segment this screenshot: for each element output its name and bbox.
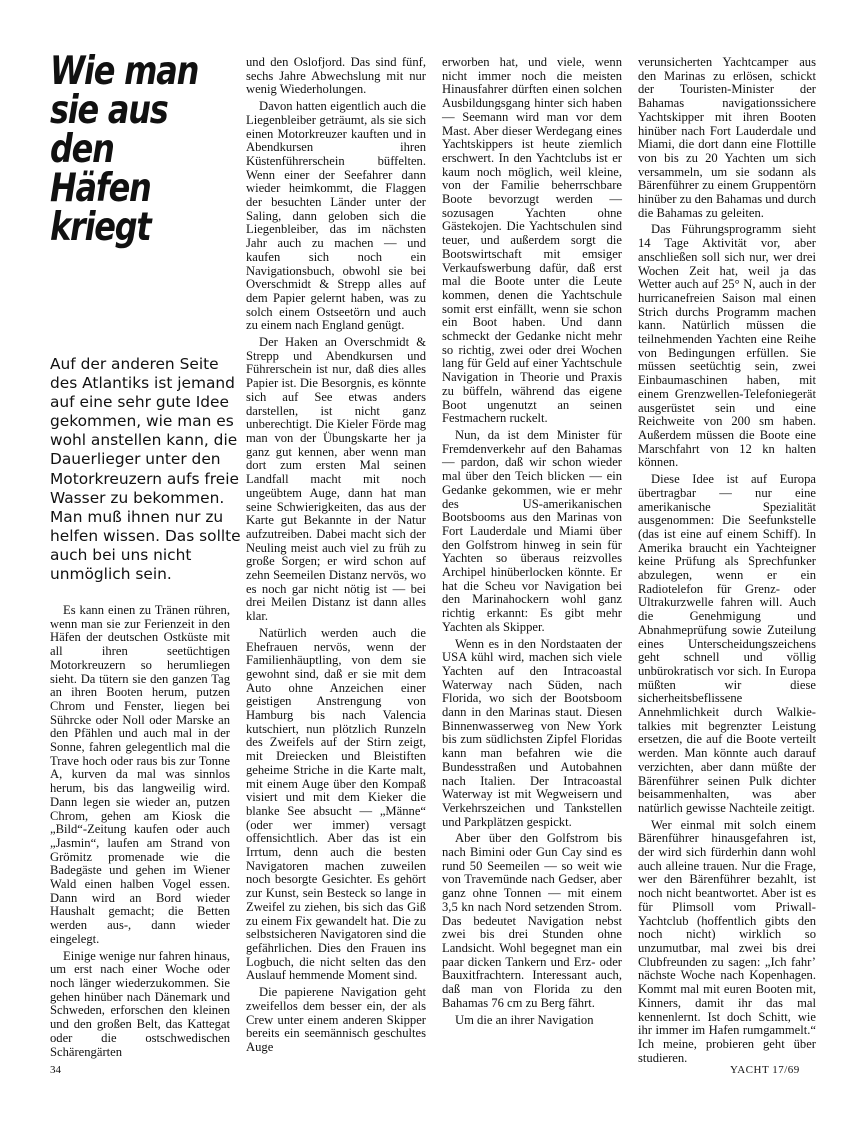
article-paragraph: Davon hatten eigentlich auch die Liegenbleiber geträumt, als sie sich einen Motorkreuzer kauften und in Abendkursen ihren Küstenführerschein büffelten. Wenn einer der Seefahrer dann wieder heimkommt, die Flaggen der besuchten Länder unter der Saling, dann geloben sich die Liegenbleiber, das im nächsten Jahr auch zu machen — und kaufen sich noch ein Navigationsbuch, obwohl sie bei Overschmidt & Strepp alles auf dem Papier gelernt haben, was zu solch einem Ostseetörn und auch zu einem nach England genügt. — [246, 99, 426, 333]
article-column-3 — [442, 56, 622, 1130]
article-paragraph: Nun, da ist dem Minister für Fremdenverkehr auf den Bahamas — pardon, daß wir schon wieder mal über den Teich blicken — ein Gedanke gekommen, wie er mehr des US-amerikanischen Bootsbooms aus den Marinas von Fort Lauderdale und Miami über den Golfstrom hinweg in sein für Yachten so überaus reizvolles Archipel hinüberlocken könnte. Er hat die Scheu vor Navigation bei den Marinahockern wohl ganz richtig erkannt: Es gibt mehr Yachten als Skipper. — [442, 427, 622, 634]
article-paragraph: erworben hat, und viele, wenn nicht immer noch die meisten Hinausfahrer dürften einen solchen Ausbildungsgang hinter sich haben — Seemann wird man vor dem Mast. Aber dieser Werdegang eines Yachtskippers ist heute ziemlich erschwert. In den Yachtclubs ist er kaum noch möglich, weil kleine, von der Familie beherrschbare Boote bevorzugt werden — sozusagen Yachten ohne Gästekojen. Die Yachtschulen sind teuer, und außerdem sorgt die Bootswirtschaft mit emsiger Verkaufswerbung dafür, daß erst mal die Boote unter die Leute kommen, denen die Yachtschule somit erst einfällt, wenn sie schon ein Boot haben. Und dann schmeckt der Gedanke nicht mehr so richtig, zwei oder drei Wochen lang für Geld auf einer Yachtschule Navigation in Theorie und Praxis zu büffeln, während das eigene Boot ungenutzt an seinen Festmachern ruckelt. — [442, 55, 622, 426]
intro-paragraph: Auf der anderen Seite des Atlantiks ist jemand auf eine sehr gute Idee gekommen, wie man es wohl anstellen kann, die Dauerlieger unter den Motorkreuzern aufs freie Wasser zu bekommen. Man muß ihnen nur zu helfen wissen. Das sollte auch bei uns nicht unmöglich sein. — [50, 355, 241, 584]
article-paragraph: verunsicherten Yachtcamper aus den Marinas zu erlösen, schickt der Touristen-Minister der Bahamas navigationssichere Yachtskipper mit ihren Booten hinüber nach Fort Lauderdale und Miami, die dort dann eine Flottille von bis zu 20 Yachten um sich versammeln, um sie sodann als Bärenführer zu einem Gruppentörn hinüber zu den Bahamas und durch die Bahamas zu geleiten. — [638, 55, 817, 220]
article-paragraph: Wenn es in den Nordstaaten der USA kühl wird, machen sich viele Yachten auf den Intracoastal Waterway nach Süden, nach Florida, wo sich der Bootsboom dann in den Marinas staut. Diesen Binnenwasserweg von New York bis zum südlichsten Zipfel Floridas kann man befahren wie die Bundesstraßen und Autobahnen nach Italien. Der Intracoastal Waterway ist mit Wegweisern und Verkehrszeichen und Tankstellen und Parkplätzen gespickt. — [442, 636, 622, 829]
article-column-1 — [50, 604, 230, 1130]
article-paragraph: Die papierene Navigation geht zweifellos dem besser ein, der als Crew unter einem anderen Skipper bereits ein seemännisch geschultes Auge — [246, 985, 426, 1054]
article-paragraph: Aber über den Golfstrom bis nach Bimini oder Gun Cay sind es rund 50 Seemeilen — so weit wie von Travemünde nach Gedser, aber ganz ohne Tonnen — mit einem 3,5 kn nach Nord setzenden Strom. Das bedeutet Navigation nebst zwei bis drei Stunden ohne Landsicht. Wohl begegnet man ein paar dicken Tankern und Erz- oder Bauxitfrachtern. Interessant auch, daß man von Florida zu den Bahamas 76 cm zu Berg fährt. — [442, 831, 622, 1010]
article-column-2 — [246, 56, 426, 1130]
article-paragraph: Natürlich werden auch die Ehefrauen nervös, wenn der Familienhäuptling, von dem sie gewohnt sind, daß er sie mit dem Auto ohne Anzeichen einer geistigen Anstrengung von Hamburg bis nach Valencia kutschiert, nun plötzlich Runzeln des Zweifels auf der Stirn zeigt, mit Dreiecken und Bleistiften geheime Striche in die Karte malt, mit einem Auge über den Kompaß visiert und mit dem Kieker die blanke See absucht — „Männe“ (oder wer immer) versagt offensichtlich. Aber das ist ein Irrtum, denn auch die besten Navigatoren machen zuweilen noch besorgte Gesichter. Es gehört zur Kunst, sein Besteck so lange in Zweifel zu ziehen, bis sich das Giß zu einem Fix gewandelt hat. Die zu selbstsicheren Navigatoren sind die gefährlichen. Dies den Frauen ins Logbuch, die nicht selten das den Auslauf hemmende Moment sind. — [246, 625, 426, 983]
article-paragraph: Diese Idee ist auf Europa übertragbar — nur eine amerikanische Spezialität ausgenommen: Die Seefunkstelle (das ist eine auf einem Schiff). In Amerika braucht ein Yachteigner keine Prüfung als Sprechfunker abzulegen, wenn er ein Radiotelefon für Grenz- oder Ultrakurzwelle fahren will. Auch die Genehmigung und Abnahmeprüfung sowie Zuteilung eines Unterscheidungszeichens geht schnell und völlig unbürokratisch vor sich. In Europa müßten wir diese sicherheitsbeflissene Annehmlichkeit durch Walkie-talkies mit begrenzter Leistung ersetzen, die auf die Boote verteilt werden. Man könnte auch darauf verzichten, aber dann müßte der Bärenführer seinen Pulk dichter beisammenhalten, was aber natürlich gewisse Nachteile zeitigt. — [638, 472, 816, 815]
article-column-4 — [638, 56, 816, 1130]
article-paragraph: Das Führungsprogramm sieht 14 Tage Aktivität vor, aber anschließen soll sich nur, wer drei Wochen Zeit hat, weil ja das Wetter auch auf 25° N, auch in der hurricanefreien Saison mal einen Strich durchs Programm machen kann. Natürlich müssen die teilnehmenden Yachten eine Reihe von Bedingungen erfüllen. Sie müssen seetüchtig sein, zwei Einbaumaschinen haben, mit einem Grenzwellen-Telefoniegerät ausgerüstet sein und eine Reichweite von 200 sm haben. Außerdem müssen die Boote eine Marschfahrt von 12 kn halten können. — [638, 222, 816, 470]
article-paragraph: Es kann einen zu Tränen rühren, wenn man sie zur Ferienzeit in den Häfen der deutschen Ostküste mit all ihren seetüchtigen Motorkreuzern so herumliegen sieht. Da tütern sie den ganzen Tag an ihren Booten herum, putzen Chrom und Fenster, liegen bei Sührcke oder Noll oder Marske an den Pfählen und auch mal in der Sonne, fahren gelegentlich mal die Trave hoch oder raus bis zur Tonne A, kurven da mal was sinnlos herum, bis das langweilig wird. Dann legen sie wieder an, putzen Chrom, gehen am Kiosk die „Bild“-Zeitung kaufen oder auch „Jasmin“, laufen am Strand von Grömitz promenade wie die Badegäste und gehen im Wiener Wald einen halben Vogel essen. Dann wird an Bord wieder Haushalt gemacht; die Betten werden aus-, dann wieder eingelegt. — [50, 603, 230, 946]
article-paragraph: und den Oslofjord. Das sind fünf, sechs Jahre Abwechslung mit nur wenig Wiederholungen. — [246, 55, 426, 97]
headline: Wie man sie aus den Häfen kriegt — [50, 49, 199, 250]
article-paragraph: Um die an ihrer Navigation — [455, 1012, 594, 1027]
magazine-issue: YACHT 17/69 — [730, 1064, 800, 1076]
page-number: 34 — [50, 1064, 61, 1076]
article-paragraph: Einige wenige nur fahren hinaus, um erst nach einer Woche oder noch länger wiederzukommen. Sie gehen hinüber nach Dänemark und Schweden, erforschen den kleinen und den großen Belt, das Kattegat oder die ostschwedischen Schärengärten — [50, 948, 230, 1059]
article-paragraph: Wer einmal mit solch einem Bärenführer hinausgefahren ist, der wird sich fürderhin dann wohl auch alleine trauen. Nur die Frage, wer den Bärenführer bezahlt, ist noch nicht beantwortet. Aber ist es für Plimsoll vom Priwall-Yachtclub (hoffentlich gibts den noch nicht) wirklich so unzumutbar, mal zwei bis drei Clubfreunden zu sagen: „Ich fahr’ nächste Woche nach Kopenhagen. Kommt mal mit euren Booten mit, Kinners, damit ihr das mal kennenlernt. Ist doch Schitt, wie ihr immer im Hafen rumgammelt.“ Ich meine, probieren geht über studieren. — [638, 817, 816, 1065]
article-paragraph: Der Haken an Overschmidt & Strepp und Abendkursen und Führerschein ist nur, daß dies alles Papier ist. Die Besorgnis, es könnte sich auf See etwas anders darstellen, ist nicht ganz unberechtigt. Die Kieler Förde mag man von der Übungskarte her ja ganz gut kennen, aber wenn man dort zum ersten Mal seinen Landfall macht mit noch ungeübtem Auge, dann hat man seine Schwierigkeiten, das aus der Karte gut Bekannte in der Natur aufzutreiben. Dabei macht sich der Neuling meist auch viel zu früh zu große Sorgen; er wird schon auf zehn Seemeilen Distanz nervös, wo es noch gar nicht nötig ist — bei drei Meilen Distanz ist dann alles klar. — [246, 335, 426, 624]
